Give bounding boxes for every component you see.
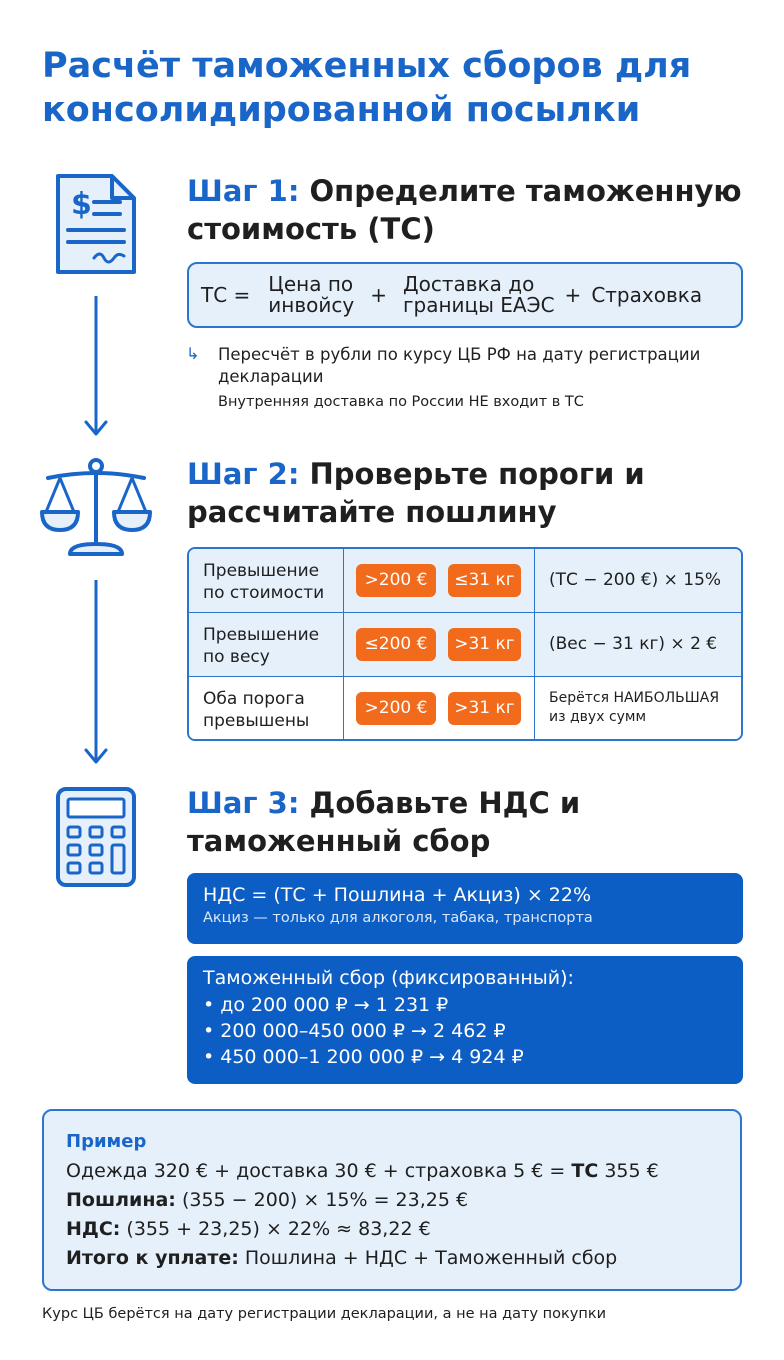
- weight-threshold-badge: >31 кг: [448, 628, 521, 661]
- list-item: • до 200 000 ₽ → 1 231 ₽: [203, 992, 727, 1018]
- value-threshold-badge: >200 €: [356, 692, 436, 725]
- page-title: Расчёт таможенных сборов для консолидированной посылки: [42, 46, 692, 130]
- row-formula: (ТС − 200 €) × 15%: [549, 570, 722, 590]
- invoice-dollar-icon: [54, 172, 138, 276]
- scales-icon: [40, 456, 152, 560]
- step2-heading: Проверьте пороги и рассчитайте пошлину: [187, 457, 645, 529]
- formula-term-insurance: Страховка: [591, 283, 703, 307]
- example-line1-value: 355 €: [604, 1160, 659, 1182]
- column-divider: [534, 549, 535, 739]
- table-row: [189, 677, 741, 739]
- flow-arrow-2: [84, 580, 108, 766]
- svg-text:$: $: [71, 187, 92, 222]
- step3-number: Шаг 3:: [187, 786, 300, 820]
- formula-term-delivery-line1: Доставка до: [403, 272, 535, 296]
- vat-formula: НДС = (ТС + Пошлина + Акциз) × 22%: [203, 884, 592, 906]
- step2-number: Шаг 2:: [187, 457, 300, 491]
- example-line3-bold: НДС:: [66, 1218, 121, 1240]
- example-line2-text: (355 − 200) × 15% = 23,25 €: [181, 1189, 469, 1211]
- calculator-icon: [56, 787, 136, 887]
- step1-heading: Определите таможенную стоимость (ТС): [187, 174, 742, 246]
- example-box: [42, 1109, 742, 1291]
- customs-fee-title: Таможенный сбор (фиксированный):: [203, 967, 574, 989]
- value-threshold-badge: >200 €: [356, 564, 436, 597]
- formula-plus: +: [564, 283, 582, 307]
- step1-number: Шаг 1:: [187, 174, 300, 208]
- customs-fee-list: [203, 992, 727, 1070]
- row-label: Превышение по стоимости: [203, 561, 325, 603]
- formula-term-delivery: [403, 274, 555, 316]
- formula-lhs: ТС =: [201, 283, 251, 307]
- row-formula: (Вес − 31 кг) × 2 €: [549, 634, 718, 654]
- vat-box: [187, 873, 743, 944]
- example-heading: Пример: [66, 1131, 147, 1152]
- footer-note: Курс ЦБ берётся на дату регистрации декларации, а не на дату покупки: [42, 1306, 606, 1322]
- row-label: Оба порога превышены: [203, 689, 310, 731]
- example-line1-text: Одежда 320 € + доставка 30 € + страховка 5 € =: [66, 1160, 566, 1182]
- step3-title: [187, 784, 747, 860]
- example-line-total: [66, 1244, 718, 1273]
- weight-threshold-badge: ≤31 кг: [448, 564, 521, 597]
- formula-term-invoice: [268, 274, 354, 316]
- example-line4-text: Пошлина + НДС + Таможенный сбор: [244, 1247, 618, 1269]
- step3-heading: Добавьте НДС и таможенный сбор: [187, 786, 581, 858]
- flow-arrow-1: [84, 296, 108, 438]
- formula-plus: +: [370, 283, 387, 307]
- row-label: Превышение по весу: [203, 625, 320, 667]
- step1-title: [187, 172, 747, 248]
- threshold-table: [187, 547, 743, 741]
- value-threshold-badge: ≤200 €: [356, 628, 436, 661]
- example-line3-text: (355 + 23,25) × 22% ≈ 83,22 €: [126, 1218, 431, 1240]
- weight-threshold-badge: >31 кг: [448, 692, 521, 725]
- step1-note-rate: Пересчёт в рубли по курсу ЦБ РФ на дату регистрации декларации: [218, 345, 701, 386]
- formula-term-invoice-line1: Цена по: [268, 272, 354, 296]
- example-line-customs-value: [66, 1157, 718, 1186]
- table-row: [189, 613, 741, 676]
- example-line2-bold: Пошлина:: [66, 1189, 176, 1211]
- vat-note: Акциз — только для алкоголя, табака, транспорта: [203, 910, 593, 926]
- step1-note-domestic: Внутренняя доставка по России НЕ входит в ТС: [218, 394, 584, 410]
- list-item: • 200 000–450 000 ₽ → 2 462 ₽: [203, 1018, 727, 1044]
- list-item: • 450 000–1 200 000 ₽ → 4 924 ₽: [203, 1044, 727, 1070]
- customs-value-formula: [187, 262, 743, 328]
- formula-term-invoice-line2: инвойсу: [268, 293, 355, 317]
- example-line4-bold: Итого к уплате:: [66, 1247, 239, 1269]
- example-line-vat: [66, 1215, 718, 1244]
- formula-term-delivery-line2: границы ЕАЭС: [403, 293, 555, 317]
- example-line1-bold: ТС: [571, 1160, 599, 1182]
- step2-title: [187, 455, 747, 531]
- customs-fee-box: [187, 956, 743, 1084]
- table-row: [189, 549, 741, 612]
- column-divider: [343, 549, 344, 739]
- example-line-duty: [66, 1186, 718, 1215]
- return-arrow-icon: ↳: [186, 344, 200, 363]
- row-formula: Берётся НАИБОЛЬШАЯ из двух сумм: [549, 690, 720, 725]
